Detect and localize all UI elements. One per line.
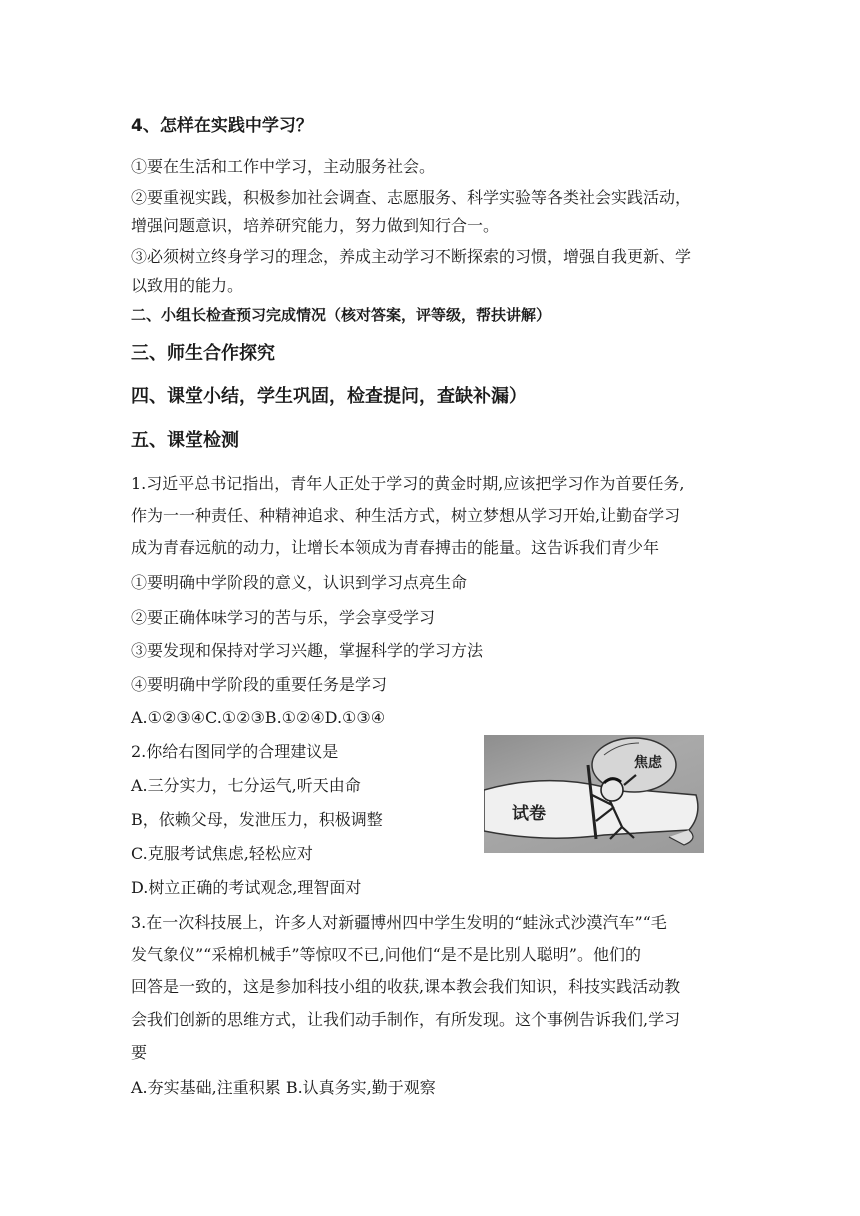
q1-stem-line-2: 作为一一种责任、种精神追求、种生活方式，树立梦想从学习开始,让勤奋学习 (131, 506, 681, 525)
q3-stem-line-4: 会我们创新的思维方式，让我们动手制作，有所发现。这个事例告诉我们,学习 (131, 1010, 681, 1029)
exam-anxiety-cartoon-icon (484, 735, 704, 853)
q1-option-1: ①要明确中学阶段的意义，认识到学习点亮生命 (131, 573, 468, 592)
q2-option-b: B，依赖父母，发泄压力，积极调整 (131, 810, 383, 829)
heading-5: 五、课堂检测 (131, 430, 239, 451)
q3-stem-line-2: 发气象仪”“采棉机械手”等惊叹不已,问他们“是不是比别人聪明”。他们的 (131, 945, 641, 964)
q2-option-c: C.克服考试焦虑,轻松应对 (131, 844, 313, 863)
q1-option-4: ④要明确中学阶段的重要任务是学习 (131, 675, 388, 694)
section4-item-2-cont: 增强问题意识，培养研究能力，努力做到知行合一。 (131, 216, 500, 235)
heading-2: 二、小组长检查预习完成情况（核对答案，评等级，帮扶讲解） (131, 306, 552, 324)
section4-item-3-cont: 以致用的能力。 (131, 276, 244, 295)
q2-stem: 2.你给右图同学的合理建议是 (131, 742, 339, 761)
heading-3: 三、师生合作探究 (131, 343, 275, 364)
section4-item-2: ②要重视实践，积极参加社会调查、志愿服务、科学实验等各类社会实践活动， (131, 188, 692, 207)
q1-stem-line-3: 成为青春远航的动力，让增长本领成为青春搏击的能量。这告诉我们青少年 (131, 538, 660, 557)
q1-option-2: ②要正确体味学习的苦与乐，学会享受学习 (131, 608, 436, 627)
q3-stem-line-3: 回答是一致的，这是参加科技小组的收获,课本教会我们知识，科技实践活动教 (131, 977, 681, 996)
q1-stem-line-1: 1.习近平总书记指出，青年人正处于学习的黄金时期,应该把学习作为首要任务, (131, 474, 685, 493)
q3-stem-line-1: 3.在一次科技展上，许多人对新疆博州四中学生发明的“蛙泳式沙漠汽车”“毛 (131, 913, 667, 932)
heading-4: 四、课堂小结，学生巩固，检查提问，查缺补漏） (131, 386, 527, 407)
image-label-paper: 试卷 (512, 804, 546, 824)
section4-item-1: ①要在生活和工作中学习，主动服务社会。 (131, 157, 436, 176)
section4-item-3: ③必须树立终身学习的理念，养成主动学习不断探索的习惯，增强自我更新、学 (131, 247, 692, 266)
q1-answer-choices: A.①②③④C.①②③B.①②④D.①③④ (131, 708, 386, 727)
q2-option-a: A.三分实力，七分运气,听天由命 (131, 776, 361, 795)
q3-stem-line-5: 要 (131, 1043, 148, 1062)
section4-title: 4、怎样在实践中学习？ (131, 116, 313, 136)
q3-options: A.夯实基础,注重积累 B.认真务实,勤于观察 (131, 1078, 436, 1097)
q1-option-3: ③要发现和保持对学习兴趣，掌握科学的学习方法 (131, 641, 484, 660)
image-label-anxiety: 焦虑 (634, 755, 662, 771)
q2-option-d: D.树立正确的考试观念,理智面对 (131, 878, 362, 897)
